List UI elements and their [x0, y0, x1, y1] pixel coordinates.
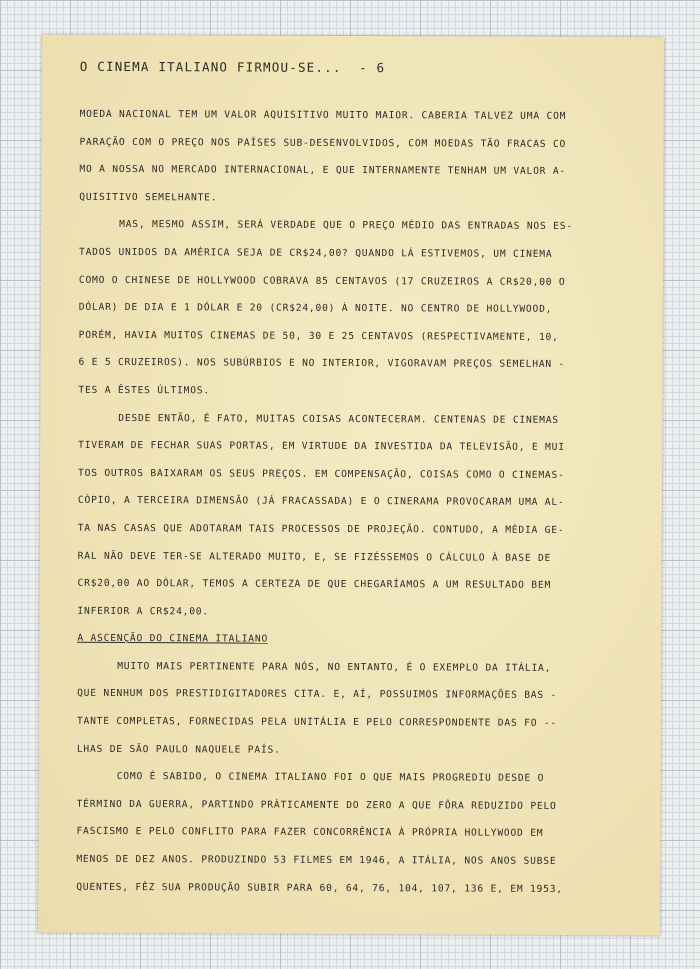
typewritten-page [38, 35, 664, 936]
text-line: TA NAS CASAS QUE ADOTARAM TAIS PROCESSOS DE PROJEÇÃO. CONTUDO, A MÉDIA GE- [77, 522, 565, 536]
text-line: TÉRMINO DA GUERRA, PARTINDO PRÀTICAMENTE DO ZERO A QUE FÔRA REDUZIDO PELO [76, 798, 557, 812]
text-line: DÓLAR) DE DIA E 1 DÓLAR E 20 (CR$24,00) À NOITE. NO CENTRO DE HOLLYWOOD, [78, 301, 553, 316]
text-line: COMO O CHINESE DE HOLLYWOOD COBRAVA 85 CENTAVOS (17 CRUZEIROS A CR$20,00 O [78, 274, 566, 288]
text-line: QUISITIVO SEMELHANTE. [79, 191, 218, 204]
page-number: - 6 [359, 60, 386, 76]
text-line: PORÉM, HAVIA MUITOS CINEMAS DE 50, 30 E 25 CENTAVOS (RESPECTIVAMENTE, 10, [78, 329, 559, 343]
text-line: TANTE COMPLETAS, FORNECIDAS PELA UNITÁLIA E PELO CORRESPONDENTE DAS FO -- [76, 715, 558, 729]
text-line: QUE NENHUM DOS PRESTIDIGITADORES CITA. E, AÍ, POSSUIMOS INFORMAÇÕES BAS - [77, 688, 558, 702]
text-line: CR$20,00 AO DÓLAR, TEMOS A CERTEZA DE QUE CHEGARÍAMOS A UM RESULTADO BEM [77, 577, 552, 591]
text-line: PARAÇÃO COM O PREÇO NOS PAÍSES SUB-DESENVOLVIDOS, COM MOEDAS TÃO FRACAS CO [79, 136, 567, 150]
text-line: MUITO MAIS PERTINENTE PARA NÓS, NO ENTANTO, É O EXEMPLO DA ITÁLIA, [117, 660, 552, 674]
text-line: FASCISMO E PELO CONFLITO PARA FAZER CONCORRÊNCIA À PRÓPRIA HOLLYWOOD EM [76, 826, 544, 840]
text-line: TIVERAM DE FECHAR SUAS PORTAS, EM VIRTUDE DA INVESTIDA DA TELEVISÃO, E MUI [78, 439, 565, 454]
text-line: TES A ÊSTES ÚLTIMOS. [78, 384, 210, 397]
text-line: RAL NÃO DEVE TER-SE ALTERADO MUITO, E, SE FIZÉSSEMOS O CÁLCULO À BASE DE [77, 550, 552, 564]
text-line: MENOS DE DEZ ANOS. PRODUZINDO 53 FILMES EM 1946, A ITÁLIA, NOS ANOS SUBSE [76, 853, 557, 867]
text-line: LHAS DE SÃO PAULO NAQUELE PAÍS. [76, 743, 281, 756]
text-line: TADOS UNIDOS DA AMÉRICA SEJA DE CR$24,00? QUANDO LÁ ESTIVEMOS, UM CINEMA [78, 246, 553, 260]
text-line: DESDE ENTÃO, É FATO, MUITAS COISAS ACONTECERAM. CENTENAS DE CINEMAS [118, 412, 559, 426]
text-line: COMO É SABIDO, O CINEMA ITALIANO FOI O QUE MAIS PROGREDIU DESDE O [116, 771, 545, 785]
text-line: MO A NOSSA NO MERCADO INTERNACIONAL, E QUE INTERNAMENTE TENHAM UM VALOR A- [79, 163, 567, 178]
text-line: MAS, MESMO ASSIM, SERÁ VERDADE QUE O PREÇO MÉDIO DAS ENTRADAS NOS ES- [119, 219, 573, 233]
text-line: CÓPIO, A TERCEIRA DIMENSÃO (JÁ FRACASSADA) E O CINERAMA PROVOCARAM UMA AL- [77, 495, 565, 509]
text-line: INFERIOR A CR$24,00. [77, 605, 210, 618]
text-line: MOEDA NACIONAL TEM UM VALOR AQUISITIVO MUITO MAIOR. CABERIA TALVEZ UMA COM [79, 108, 567, 122]
text-line: 6 E 5 CRUZEIROS). NOS SUBÚRBIOS E NO INTERIOR, VIGORAVAM PREÇOS SEMELHAN - [78, 357, 566, 371]
text-line: QUENTES, FÊZ SUA PRODUÇÃO SUBIR PARA 60, 64, 76, 104, 107, 136 E, EM 1953, [76, 881, 563, 895]
text-line: TOS OUTROS BAIXARAM OS SEUS PREÇOS. EM COMPENSAÇÃO, COISAS COMO O CINEMAS- [78, 467, 565, 481]
document-body [76, 101, 639, 904]
page-header [80, 59, 385, 75]
section-heading: A ASCENÇÃO DO CINEMA ITALIANO [77, 633, 269, 645]
page-header-title: O CINEMA ITALIANO FIRMOU-SE... [79, 58, 342, 75]
